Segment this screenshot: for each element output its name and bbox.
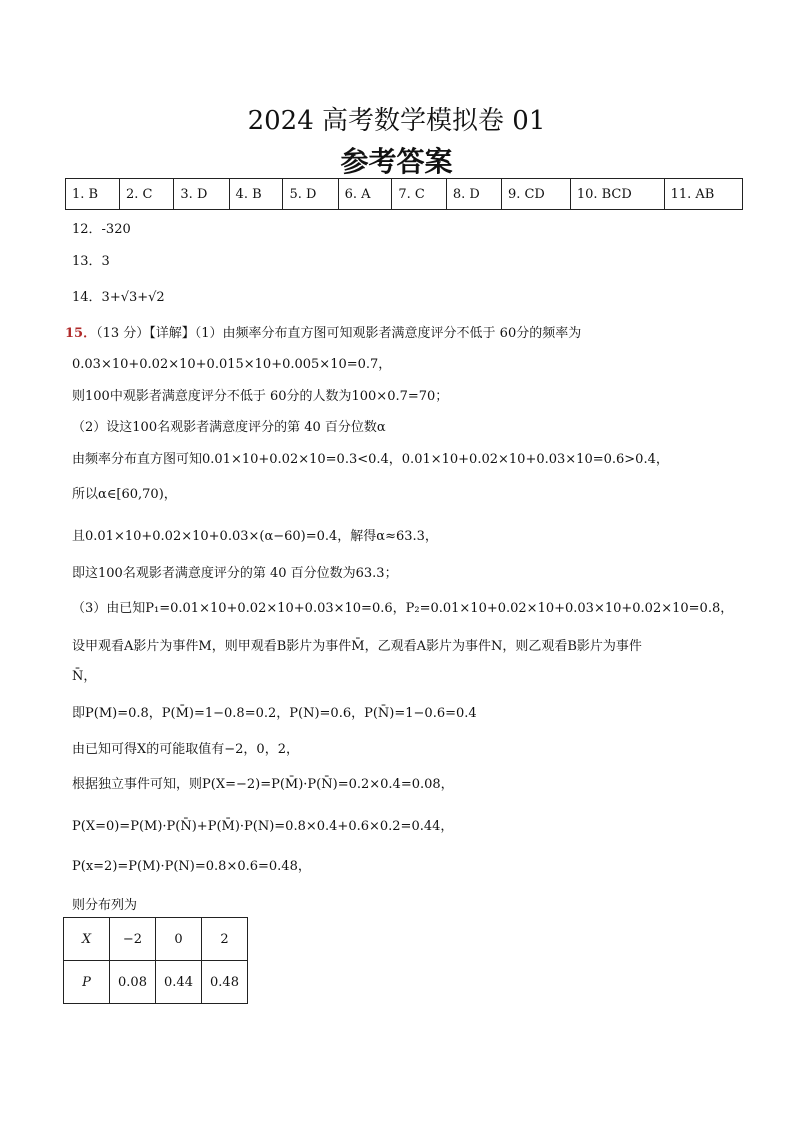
answer-cell: 7. C — [392, 179, 446, 210]
q15-line: N̄， — [72, 669, 97, 684]
table-cell: 0.08 — [110, 961, 156, 1004]
table-row — [64, 961, 248, 1004]
table-cell: 0.44 — [156, 961, 202, 1004]
table-cell: 0 — [156, 918, 202, 961]
answer-cell: 4. B — [229, 179, 283, 210]
answer-key-heading: 参考答案 — [340, 145, 453, 178]
table-cell: P — [64, 961, 110, 1004]
table-row — [64, 918, 248, 961]
answer-cell: 6. A — [338, 179, 392, 210]
answer-cell: 2. C — [119, 179, 173, 210]
answer-cell: 8. D — [446, 179, 501, 210]
answer-q14: 14．3+√3+√2 — [72, 290, 165, 305]
table-cell: 2 — [202, 918, 248, 961]
question-number: 15． — [65, 326, 97, 341]
answer-cell: 9. CD — [501, 179, 570, 210]
q15-line: P(x=2)=P(M)·P(N)=0.8×0.6=0.48， — [72, 859, 311, 874]
table-cell: X — [64, 918, 110, 961]
q15-heading — [65, 322, 581, 341]
q15-line: P(X=0)=P(M)·P(N̄)+P(M̄)·P(N)=0.8×0.4+0.6×0.2=0.44， — [72, 819, 454, 834]
answer-q13: 13．3 — [72, 254, 110, 269]
answer-cell: 10. BCD — [570, 179, 664, 210]
q15-line: 则分布列为 — [72, 898, 138, 913]
table-cell: −2 — [110, 918, 156, 961]
answer-cell: 11. AB — [664, 179, 742, 210]
q15-line: 设甲观看A影片为事件M，则甲观看B影片为事件M̄，乙观看A影片为事件N，则乙观看B影片为事件 — [72, 639, 642, 654]
table-cell: 0.48 — [202, 961, 248, 1004]
q15-line: 由已知可得X的可能取值有−2，0，2， — [72, 742, 299, 757]
answer-q12: 12．-320 — [72, 222, 131, 237]
answer-table — [65, 178, 743, 210]
q15-line: （3）由已知P₁=0.01×10+0.02×10+0.03×10=0.6，P₂=0.01×10+0.02×10+0.03×10+0.02×10=0.8， — [72, 601, 734, 616]
q15-line: （2）设这100名观影者满意度评分的第 40 百分位数α — [72, 420, 386, 435]
answer-cell: 3. D — [174, 179, 229, 210]
q15-line: 即这100名观影者满意度评分的第 40 百分位数为63.3； — [72, 566, 398, 581]
q15-line: 即P(M)=0.8，P(M̄)=1−0.8=0.2，P(N)=0.6，P(N̄)=1−0.6=0.4 — [72, 706, 477, 721]
q15-line: 根据独立事件可知，则P(X=−2)=P(M̄)·P(N̄)=0.2×0.4=0.08， — [72, 777, 454, 792]
answer-cell: 1. B — [66, 179, 120, 210]
q15-line: 0.03×10+0.02×10+0.015×10+0.005×10=0.7， — [72, 357, 392, 372]
distribution-table — [63, 917, 248, 1004]
q15-intro: （13 分）【详解】（1）由频率分布直方图可知观影者满意度评分不低于 60分的频率为 — [96, 326, 582, 341]
exam-title: 2024 高考数学模拟卷 01 — [247, 106, 546, 136]
q15-line: 由频率分布直方图可知0.01×10+0.02×10=0.3<0.4，0.01×10+0.02×10+0.03×10=0.6>0.4， — [72, 452, 669, 467]
q15-line: 则100中观影者满意度评分不低于 60分的人数为100×0.7=70； — [72, 389, 449, 404]
q15-line: 且0.01×10+0.02×10+0.03×(α−60)=0.4，解得α≈63.3， — [72, 529, 438, 544]
q15-line: 所以α∈[60,70)， — [72, 487, 177, 502]
answer-cell: 5. D — [283, 179, 338, 210]
answer-row — [66, 179, 743, 210]
